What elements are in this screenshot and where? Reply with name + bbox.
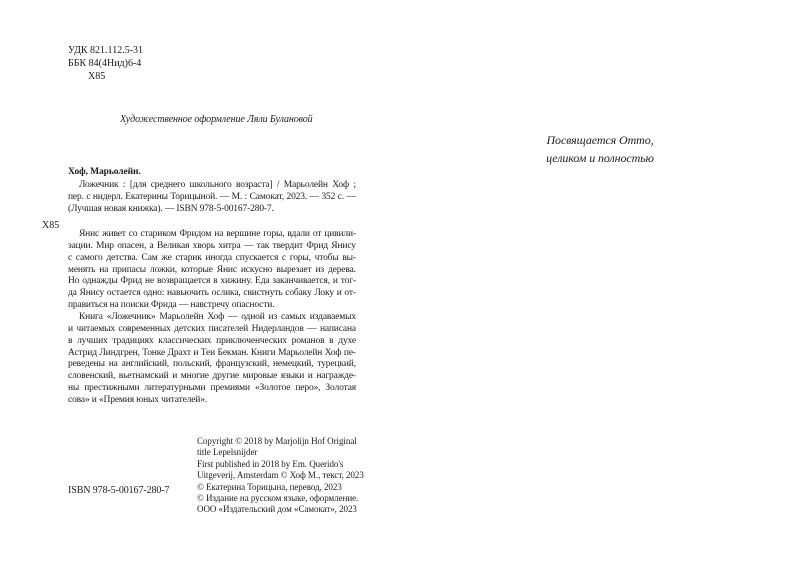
text-line: реведены на английский, польский, французский, немецкий, турецкий, xyxy=(68,359,356,370)
text-line: да Янису остается одно: навьючить ослика, свистнуть собаку Локу и от- xyxy=(68,288,356,299)
text-line: правиться на поиски Фрида — навстречу опасности. xyxy=(68,300,275,311)
text-line: Астрид Линдгрен, Тонке Драхт и Теи Бекман. Книги Марьолейн Хоф пе- xyxy=(68,347,356,358)
dedication xyxy=(536,132,664,167)
catalog-author-heading: Хоф, Марьолейн. xyxy=(68,167,141,177)
author-sign: Х85 xyxy=(42,220,60,231)
text-line: в лучших традициях классических приключенческих романов в духе xyxy=(68,335,356,346)
text-line: ББК 84(4Нид)6-4 xyxy=(68,58,142,69)
text-line: зации. Мир опасен, а Великая хворь хитра — так твердит Фрид Янису xyxy=(68,240,356,251)
text-line: Посвящается Отто, xyxy=(546,133,654,147)
text-line: ООО «Издательский дом «Самокат», 2023 xyxy=(197,504,357,515)
text-line: сова» и «Премия юных читателей». xyxy=(68,394,208,405)
text-line: и читаемых современных детских писателей Нидерландов — написана xyxy=(68,323,356,334)
text-line: Но однажды Фрид не возвращается в хижину. Еда заканчивается, и тог- xyxy=(68,276,356,287)
text-line: First published in 2018 by Em. Querido's xyxy=(197,458,344,469)
text-line: Copyright © 2018 by Marjolijn Hof Original xyxy=(197,436,357,446)
text-line: словенский, вьетнамский и многие другие мировые языки и награжде- xyxy=(68,371,356,382)
text-line: (Лучшая новая книжка). — ISBN 978-5-00167-280-7. xyxy=(68,204,274,214)
text-line: © Екатерина Торицына, перевод, 2023 xyxy=(197,481,342,492)
bibliographic-description xyxy=(68,179,356,215)
text-line: пер. с нидерл. Екатерины Торицыной. — М. : Самокат, 2023. — 352 с. — xyxy=(68,192,356,202)
text-line: Х85 xyxy=(88,71,106,82)
design-credit: Художественное оформление Ляли Булановой xyxy=(120,114,313,125)
text-line: Uitgeverij, Amsterdam © Хоф М., текст, 2023 xyxy=(197,470,364,481)
text-line: ны престижными литературными премиями «Золотое перо», Золотая xyxy=(68,383,356,394)
annotation-paragraph-1 xyxy=(68,229,356,312)
text-line: Книга «Ложечник» Марьолейн Хоф — одной из самых издаваемых xyxy=(79,312,356,322)
text-line: Янис живет со стариком Фридом на вершине горы, вдали от цивили- xyxy=(79,229,356,239)
isbn: ISBN 978-5-00167-280-7 xyxy=(68,485,170,496)
text-line: © Издание на русском языке, оформление. xyxy=(197,493,359,504)
annotation-paragraph-2 xyxy=(68,312,356,407)
classification-block xyxy=(68,44,143,83)
text-line: title Lepelsnijder xyxy=(197,447,258,458)
text-line: УДК 821.112.5-31 xyxy=(68,45,144,56)
text-line: целиком и полностью xyxy=(546,150,654,165)
text-line: менять на припасы ложки, которые Янис искусно вырезает из дерева. xyxy=(68,264,356,275)
text-line: с самого детства. Сам же старик иногда спускается с горы, чтобы вы- xyxy=(68,252,356,263)
copyright-block xyxy=(197,436,364,516)
text-line: Ложечник : [для среднего школьного возраста] / Марьолейн Хоф ; xyxy=(79,180,356,190)
